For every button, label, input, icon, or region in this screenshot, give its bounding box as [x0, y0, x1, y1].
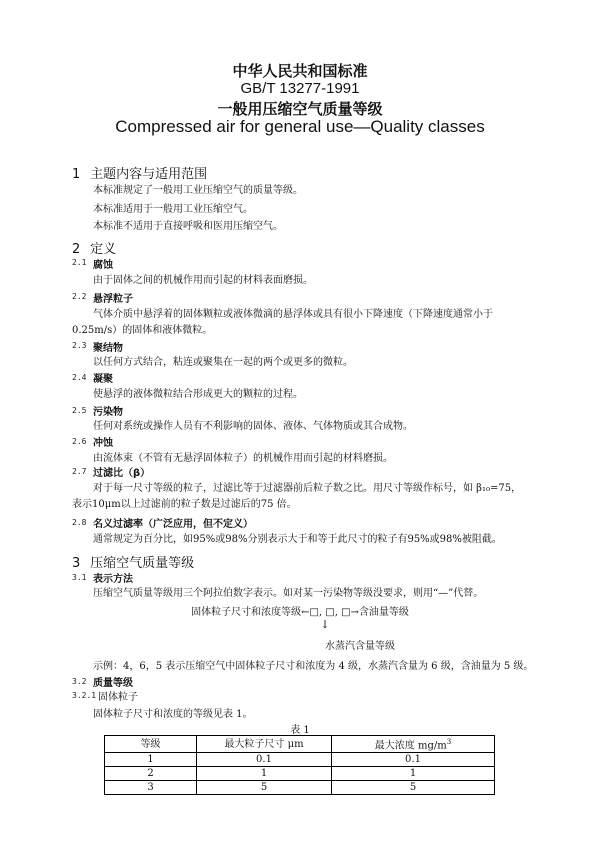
section-3-heading: [72, 552, 194, 571]
table-row: [105, 781, 495, 795]
table-cell: 1: [105, 753, 197, 767]
clause-number: 2.6: [72, 437, 87, 446]
term-heading: 聚结物: [93, 343, 123, 354]
definition-text: 气体介质中悬浮着的固体颗粒或液体微滴的悬浮体或具有很小下降速度（下降速度通常小于: [93, 309, 493, 320]
clause-number: 2.2: [72, 292, 87, 301]
down-arrow-icon: ↓: [320, 618, 330, 631]
section-number: 3: [72, 556, 81, 571]
section-title: 定义: [90, 242, 117, 257]
title-en: Compressed air for general use—Quality classes: [115, 117, 485, 136]
header-cell-text: 最大浓度 mg/m: [374, 740, 447, 752]
section-number: 1: [72, 167, 81, 182]
paragraph: 本标准适用于一般用工业压缩空气。: [93, 204, 253, 215]
section-1-heading: [72, 163, 207, 182]
definition-text: 通常规定为百分比，如95%或98%分别表示大于和等于此尺寸的粒子有95%或98%被阻截。: [93, 534, 502, 545]
table-cell: 5: [332, 781, 495, 795]
term-heading: 悬浮粒子: [93, 294, 133, 305]
clause-number: 2.7: [72, 467, 87, 476]
paragraph: 本标准不适用于直接呼吸和医用压缩空气。: [93, 221, 283, 232]
standard-name: 中华人民共和国标准: [232, 62, 368, 80]
definition-text: 以任何方式结合，粘连或聚集在一起的两个或更多的微粒。: [93, 357, 353, 368]
term-heading: 腐蚀: [93, 260, 113, 271]
table-cell: 0.1: [197, 753, 332, 767]
clause-number: 2.5: [72, 406, 87, 415]
term-heading: 凝聚: [93, 374, 113, 385]
table-cell: 1: [332, 767, 495, 781]
definition-text: 表示10μm以上过滤前的粒子数是过滤后的75 倍。: [72, 499, 297, 510]
term-heading: 名义过滤率（广泛应用，但不定义）: [93, 519, 253, 530]
term-heading: 冲蚀: [93, 438, 113, 449]
definition-text: 由流体束（不管有无悬浮固体粒子）的机械作用而引起的材料磨损。: [93, 453, 393, 464]
paragraph: 本标准规定了一般用工业压缩空气的质量等级。: [93, 185, 303, 196]
header-cell: [332, 736, 495, 753]
definition-text: 0.25m/s）的固体和液体微粒。: [72, 325, 213, 336]
definition-text: 由于固体之间的机械作用而引起的材料表面磨损。: [93, 275, 313, 286]
table-1: [104, 735, 495, 795]
table-cell: 3: [105, 781, 197, 795]
table-header-row: [105, 736, 495, 753]
clause-number: 2.3: [72, 341, 87, 350]
section-number: 2: [72, 242, 81, 257]
subclause-title: 固体粒子: [98, 692, 138, 703]
title-cn: 一般用压缩空气质量等级: [217, 100, 383, 118]
table-row: [105, 767, 495, 781]
clause-number: 3.1: [72, 573, 87, 582]
clause-number: 3.2: [72, 677, 87, 686]
term-heading: 表示方法: [93, 574, 133, 585]
notation-diagram-line: 固体粒子尺寸和浓度等级←□, □, □→含油量等级: [191, 607, 409, 618]
term-heading: 质量等级: [93, 678, 133, 689]
header-cell: 等级: [105, 736, 197, 753]
table-cell: 2: [105, 767, 197, 781]
table-caption: 表 1: [290, 725, 310, 736]
standard-code: GB/T 13277-1991: [240, 80, 360, 97]
definition-text: 使悬浮的液体微粒结合形成更大的颗粒的过程。: [93, 389, 303, 400]
table-cell: 5: [197, 781, 332, 795]
clause-number: 2.1: [72, 258, 87, 267]
notation-water-vapor: 水蒸汽含量等级: [325, 641, 395, 652]
header-cell: 最大粒子尺寸 μm: [197, 736, 332, 753]
term-heading: 过滤比（β）: [93, 468, 151, 479]
table-cell: 1: [197, 767, 332, 781]
definition-text: 任何对系统或操作人员有不利影响的固体、液体、气体物质或其合成物。: [93, 421, 413, 432]
clause-number: 2.8: [72, 518, 87, 527]
example-text: 示例：4，6，5 表示压缩空气中固体粒子尺寸和浓度为 4 级，水蒸汽含量为 6 级，含油量为 5 级。: [93, 661, 534, 672]
clause-number: 2.4: [72, 373, 87, 382]
table-row: [105, 753, 495, 767]
clause-number: 3.2.1: [72, 691, 97, 700]
superscript: 3: [446, 738, 452, 746]
paragraph: 压缩空气质量等级用三个阿拉伯数字表示。如对某一污染物等级没要求，则用“—”代替。: [93, 588, 484, 599]
table-cell: 0.1: [332, 753, 495, 767]
term-heading: 污染物: [93, 407, 123, 418]
definition-text: 对于每一尺寸等级的粒子，过滤比等于过滤器前后粒子数之比。用尺寸等级作标号，如 β₁₀=75，: [93, 483, 522, 494]
paragraph: 固体粒子尺寸和浓度的等级见表 1。: [93, 709, 253, 720]
section-title: 压缩空气质量等级: [90, 556, 195, 571]
section-title: 主题内容与适用范围: [90, 167, 208, 182]
section-2-heading: [72, 238, 116, 257]
